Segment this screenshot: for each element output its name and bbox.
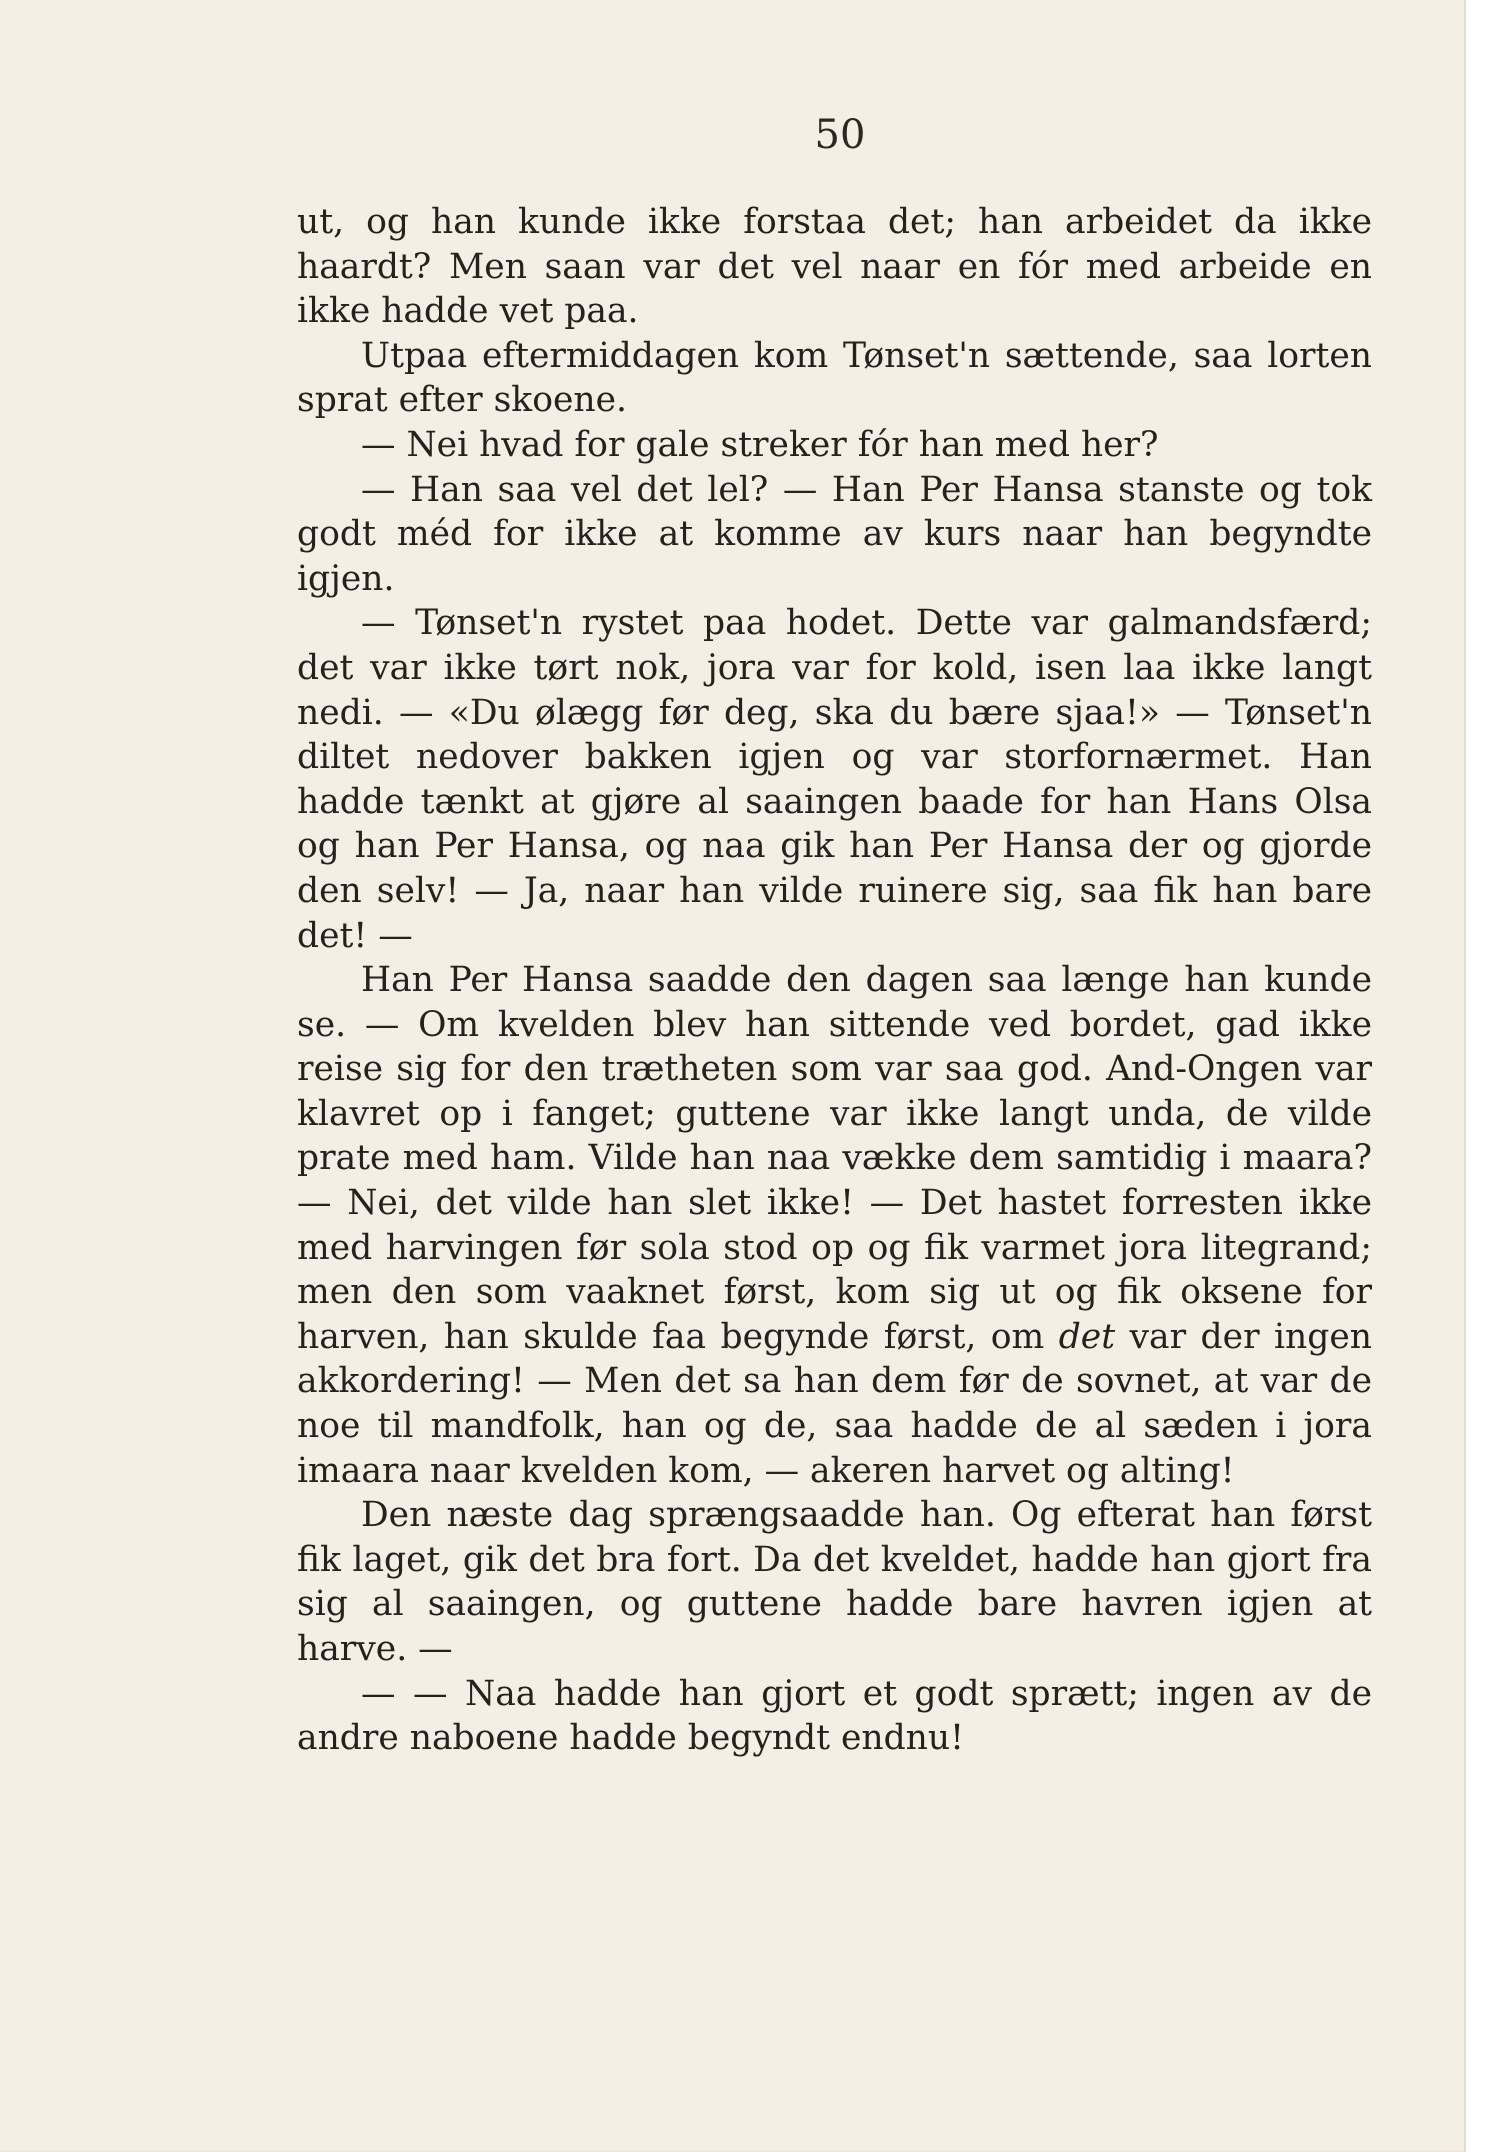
paragraph: — — Naa hadde han gjort et godt sprætt; ingen av de andre naboene hadde begyndt endnu! (297, 1673, 1372, 1759)
paragraph: — Han saa vel det lel? — Han Per Hansa stanste og tok godt méd for ikke at komme av kurs naar han begyndte igjen. (297, 469, 1372, 599)
paragraph: ut, og han kunde ikke forstaa det; han arbeidet da ikke haardt? Men saan var det vel naar en fór med arbeide en ikke hadde vet paa. (297, 202, 1372, 332)
paragraph-text: Han Per Hansa saadde den dagen saa længe han kunde se. — Om kvelden blev han sittende ved bordet, gad ikke reise sig for den trætheten som var saa god. And-Ongen var klavret op i fanget; guttene var ikke langt unda, de vilde prate med ham. Vilde han naa vække dem samtidig i maara? — Nei, det vilde han slet ikke! — Det hastet forresten ikke med harvingen før sola stod op og fik varmet jora litegrand; men den som vaaknet først, kom sig ut og fik oksene for harven, han skulde faa begynde først, om (297, 960, 1372, 1357)
paragraph: Utpaa eftermiddagen kom Tønset'n sættende, saa lorten sprat efter skoene. (297, 335, 1372, 421)
paragraph: — Nei hvad for gale streker fór han med her? (361, 424, 1159, 465)
page-number: 50 (814, 112, 866, 158)
paragraph-text: var der ingen akkordering! — Men det sa han dem før de sovnet, at var de noe til mandfolk, han og de, saa hadde de al sæden i jora imaara naar kvelden kom, — akeren harvet og alting! (297, 1316, 1372, 1491)
paragraph (297, 958, 1372, 1493)
paragraph: Den næste dag sprængsaadde han. Og efterat han først fik laget, gik det bra fort. Da det kveldet, hadde han gjort fra sig al saaingen, og guttene hadde bare havren igjen at harve. — (297, 1495, 1372, 1669)
body-text (297, 200, 1372, 1761)
paragraph: — Tønset'n rystet paa hodet. Dette var galmandsfærd; det var ikke tørt nok, jora var for kold, isen laa ikke langt nedi. — «Du ølægg før deg, ska du bære sjaa!» — Tønset'n diltet nedover bakken igjen og var storfornærmet. Han hadde tænkt at gjøre al saaingen baade for han Hans Olsa og han Per Hansa, og naa gik han Per Hansa der og gjorde den selv! — Ja, naar han vilde ruinere sig, saa fik han bare det! — (297, 603, 1372, 956)
emphasized-word: det (1058, 1316, 1116, 1357)
